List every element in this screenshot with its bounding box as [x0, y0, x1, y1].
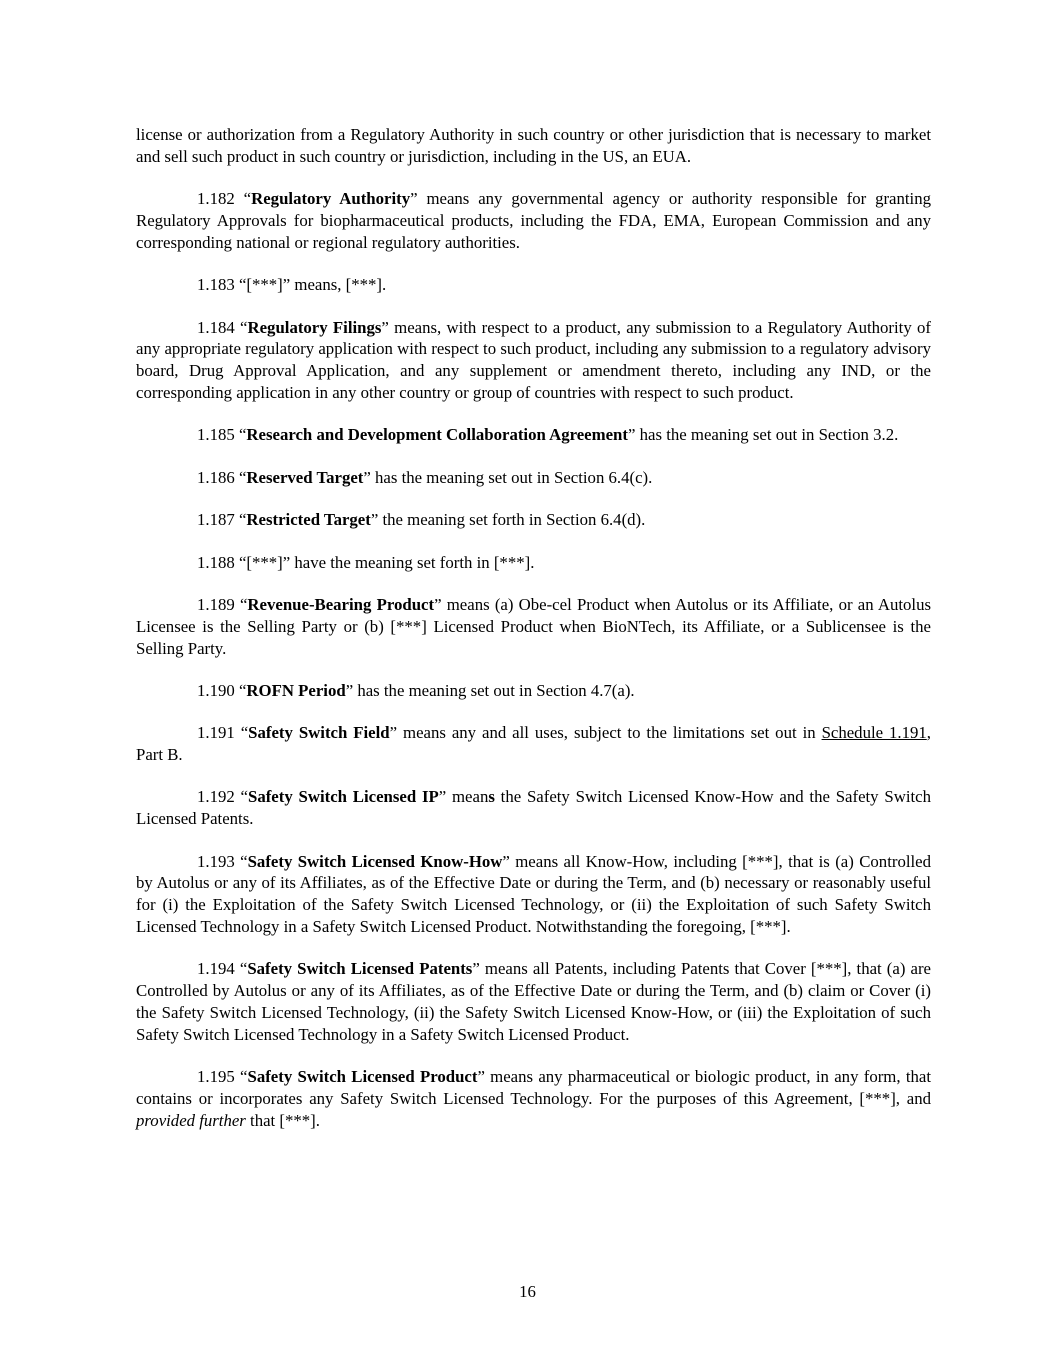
paragraph-text: ” means any pharmaceutical or biologic product, in any form, that contains or incorporates any Safety Switch Licensed Technology. For the purposes of this Agreement, [***], and [136, 1067, 931, 1109]
paragraph-text: 1.191 “ [197, 723, 249, 743]
paragraph-text: 1.194 “ [197, 959, 248, 979]
defined-term: Regulatory Authority [251, 189, 411, 209]
definition-paragraph-cont [136, 124, 931, 168]
paragraph-text: that [***]. [245, 1110, 320, 1130]
definition-paragraph-1184 [136, 317, 931, 404]
paragraph-text: 1.187 “ [197, 510, 247, 530]
definition-paragraph-1194 [136, 958, 931, 1045]
defined-term: ROFN Period [246, 680, 346, 700]
paragraph-text: license or authorization from a Regulatory Authority in such country or other jurisdiction that is necessary to market and sell such product in such country or jurisdiction, including in the US, an EUA. [136, 125, 931, 166]
definition-paragraph-1182 [136, 188, 931, 253]
definition-paragraph-1195 [136, 1066, 931, 1131]
defined-term: Revenue-Bearing Product [247, 594, 435, 614]
paragraph-text: 1.184 “ [197, 317, 248, 337]
definition-paragraph-1188 [136, 552, 931, 574]
defined-term: Reserved Target [246, 467, 364, 487]
definition-paragraph-1192 [136, 786, 931, 830]
paragraph-text: the Safety Switch Licensed Know-How and the Safety Switch Licensed Patents. [136, 787, 931, 829]
page-number: 16 [519, 1282, 536, 1301]
paragraph-text: , Part B. [136, 723, 931, 765]
paragraph-text: ” means all Know-How, including [***], that is (a) Controlled by Autolus or any of its Affiliates, as of the Effective Date or during the Term, and (b) necessary or reasonably useful for (i) the Exploitation of the Safety Switch Licensed Technology, or (ii) the Exploitation of such Safety Switch Licensed Technology in a Safety Switch Licensed Product. Notwithstanding the foregoing, [***]. [136, 851, 931, 937]
defined-term: Safety Switch Licensed IP [248, 787, 439, 807]
paragraph-text: ” means (a) Obe-cel Product when Autolus or its Affiliate, or an Autolus Licensee is the Selling Party or (b) [***] Licensed Product when BioNTech, its Affiliate, or a Sublicensee is the Selling Party. [136, 594, 932, 658]
paragraph-text: 1.185 “ [197, 425, 247, 445]
definition-paragraph-1191 [136, 722, 931, 766]
definition-paragraph-1193 [136, 851, 931, 938]
paragraph-text: 1.190 “ [197, 680, 247, 700]
document-body [136, 124, 931, 1152]
definition-paragraph-1186 [136, 467, 931, 489]
defined-term: Safety Switch Field [248, 723, 390, 743]
defined-term: Safety Switch Licensed Know-How [247, 851, 503, 871]
paragraph-text: ” mean [438, 787, 489, 807]
defined-term: Research and Development Collaboration Agreement [246, 425, 628, 445]
defined-term: Safety Switch Licensed Patents [247, 959, 473, 979]
schedule-reference: Schedule 1.191 [821, 723, 927, 743]
paragraph-text: 1.182 “ [197, 189, 252, 209]
paragraph-text: ” means all Patents, including Patents that Cover [***], that (a) are Controlled by Autolus or any of its Affiliates, as of the Effective Date or during the Term, and (b) claim or Cover (i) the Safety Switch Licensed Technology, (ii) the Safety Switch Licensed Know-How, or (iii) the Exploitation of such Safety Switch Licensed Technology in a Safety Switch Licensed Product. [136, 959, 931, 1044]
definition-paragraph-1189 [136, 594, 931, 659]
paragraph-text: ” the meaning set forth in Section 6.4(d). [370, 510, 646, 530]
defined-term: Regulatory Filings [247, 317, 382, 337]
defined-term: Safety Switch Licensed Product [247, 1067, 478, 1087]
paragraph-text: 1.189 “ [197, 594, 248, 614]
paragraph-text: ” means any and all uses, subject to the limitations set out in [389, 723, 822, 743]
paragraph-text: ” means, with respect to a product, any submission to a Regulatory Authority of any appropriate regulatory application with respect to such product, including any submission to a regulatory advisory board, Drug Approval Application, and any supplement or amendment thereto, including any IND, or the corresponding application in any other country or group of countries with respect to such product. [136, 317, 931, 402]
paragraph-text: 1.188 “[***]” have the meaning set forth in [***]. [197, 552, 535, 572]
paragraph-text: 1.193 “ [197, 851, 248, 871]
paragraph-text: 1.195 “ [197, 1067, 248, 1087]
defined-term: Restricted Target [246, 510, 371, 530]
paragraph-text: ” means any governmental agency or authority responsible for granting Regulatory Approvals for biopharmaceutical products, including the FDA, EMA, European Commission and any corresponding national or regional regulatory authorities. [136, 189, 932, 252]
paragraph-text: 1.183 “[***]” means, [***]. [197, 275, 387, 295]
defined-term: s [488, 787, 495, 807]
definition-paragraph-1187 [136, 509, 931, 531]
paragraph-text: ” has the meaning set out in Section 3.2. [627, 425, 899, 445]
emphasis-text: provided further [136, 1110, 246, 1130]
paragraph-text: ” has the meaning set out in Section 4.7(a). [345, 680, 635, 700]
paragraph-text: 1.186 “ [197, 467, 247, 487]
definition-paragraph-1183 [136, 274, 931, 296]
paragraph-text: 1.192 “ [197, 787, 248, 807]
paragraph-text: ” has the meaning set out in Section 6.4(c). [363, 467, 653, 487]
definition-paragraph-1190 [136, 680, 931, 702]
definition-paragraph-1185 [136, 424, 931, 446]
